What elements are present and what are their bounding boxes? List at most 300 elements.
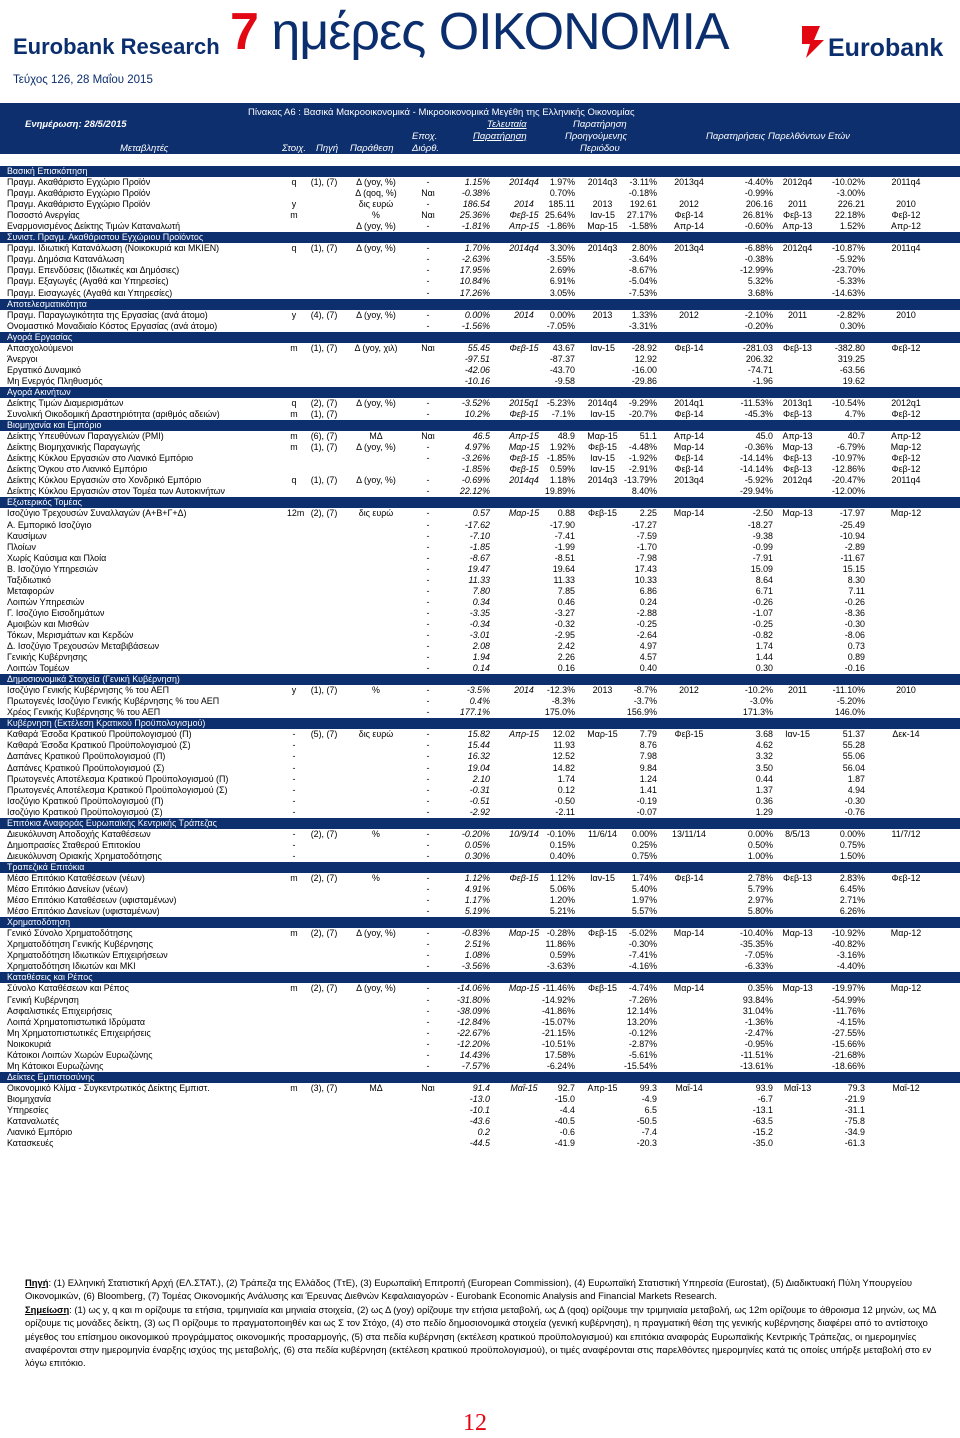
row-y1-value: 99.3 [639, 1082, 657, 1093]
row-frequency: m [290, 873, 298, 883]
row-y3-value: 0.00% [839, 828, 865, 839]
row-transform: Δ (yoy, %) [356, 983, 396, 994]
row-y2-date: Μαρ-13 [782, 508, 813, 519]
row-y2-value: 4.62 [755, 740, 773, 751]
row-prev-value: -12.3% [546, 685, 575, 696]
table-row [0, 586, 960, 597]
row-y2-value: -45.3% [744, 409, 773, 420]
row-label: Πραγμ. Επενδύσεις (Ιδιωτικές και Δημόσιες) [7, 265, 180, 276]
row-frequency: - [292, 773, 296, 784]
row-y2-value: 1.00% [747, 850, 773, 861]
row-prev-value: 0.59% [549, 950, 575, 961]
row-label: Α. Εμπορικό Ισοζύγιο [7, 519, 92, 530]
row-label: Ισοζύγιο Τρεχουσών Συναλλαγών (Α+Β+Γ+Δ) [7, 508, 187, 519]
row-frequency: q [291, 243, 297, 254]
row-seasonal-adj: - [426, 950, 430, 961]
row-seasonal-adj: - [426, 784, 430, 795]
section-title: Χρηματοδότηση [7, 917, 71, 928]
row-y3-value: -4.15% [836, 1016, 865, 1027]
row-seasonal-adj: - [426, 762, 430, 773]
row-label: Συνολική Οικοδομική Δραστηριότητα (αριθμός αδειών) [7, 409, 220, 420]
row-label: Μη Χρηματοπιστωτικές Επιχειρήσεις [7, 1027, 151, 1038]
row-y3-value: -54.99% [831, 994, 865, 1005]
row-y1-date: Μαρ-14 [673, 508, 705, 519]
row-y1-value: 6.86 [639, 585, 657, 596]
row-y3-value: 79.3 [847, 1082, 865, 1093]
col-header-source: Πηγή [316, 143, 339, 154]
row-y3-value: -15.66% [831, 1038, 865, 1049]
row-last-date: 2014 [514, 309, 534, 320]
row-y3-value: -4.40% [836, 961, 865, 972]
row-y1-value: -3.31% [628, 320, 657, 331]
row-seasonal-adj: - [426, 397, 430, 408]
row-prev-value: -11.46% [542, 983, 575, 994]
row-y1-value: -8.7% [633, 685, 657, 696]
publication-title-text: ημέρες ΟΙΚΟΝΟΜΙΑ [257, 3, 729, 61]
row-y2-date: 8/5/13 [785, 828, 810, 839]
row-last-value: 17.26% [459, 287, 490, 298]
row-prev-date: Φεβ-15 [588, 508, 617, 519]
row-prev-value: -21.15% [541, 1027, 575, 1038]
row-seasonal-adj: - [426, 221, 430, 232]
row-last-value: -22.67% [456, 1027, 490, 1038]
row-y1-date: 2014q1 [674, 397, 704, 408]
row-y2-value: 3.68% [747, 287, 773, 298]
row-last-value: 1.12% [464, 873, 490, 883]
row-label: Εναρμονισμένος Δείκτης Τιμών Καταναλωτή [7, 221, 181, 232]
table-row [0, 354, 960, 365]
row-y1-value: -3.11% [629, 177, 657, 188]
row-label: Απασχολούμενοι [7, 342, 74, 353]
row-y2-value: 1.37 [755, 784, 773, 795]
row-y2-value: -6.88% [744, 243, 773, 254]
row-label: Ονομαστικό Μοναδιαίο Κόστος Εργασίας (ανά άτομο) [7, 320, 218, 331]
row-y3-value: -11.67 [840, 552, 865, 563]
row-seasonal-adj: - [426, 596, 430, 607]
row-source: (2), (7) [310, 983, 338, 994]
row-transform: δις ευρώ [358, 729, 394, 740]
table-row [0, 729, 960, 740]
row-last-value: -0.34 [469, 618, 490, 629]
row-y2-value: -35.0 [752, 1138, 773, 1149]
row-label: Μέσο Επιτόκιο Καταθέσεων (νέων) [7, 873, 145, 883]
row-frequency: m [290, 431, 298, 442]
section-title: Αγορά Ακινήτων [7, 386, 71, 397]
row-source: (1), (7) [310, 685, 338, 696]
row-prev-date: Φεβ-15 [588, 442, 617, 453]
row-y1-value: 1.97% [631, 895, 657, 906]
row-frequency: - [292, 740, 296, 751]
row-y3-value: -10.54% [831, 397, 865, 408]
table-row [0, 1094, 960, 1105]
row-y2-value: 3.50 [755, 762, 773, 773]
row-y1-date: 2012 [679, 685, 699, 696]
row-y1-date: Φεβ-14 [674, 210, 704, 221]
row-y2-value: -3.0% [749, 696, 773, 707]
row-y1-value: 10.33 [634, 574, 657, 585]
row-last-value: -3.35 [469, 607, 490, 618]
row-last-value: 0.05% [464, 839, 490, 850]
row-y2-value: -18.27 [747, 519, 773, 530]
section-header [0, 718, 960, 729]
row-last-value: -1.85 [469, 541, 490, 552]
row-y2-value: 171.3% [742, 707, 773, 718]
row-last-value: 15.44 [467, 740, 490, 751]
row-prev-value: 0.40% [549, 850, 575, 861]
row-last-value: -1.85% [461, 464, 490, 475]
row-last-value: 14.43% [459, 1049, 490, 1060]
table-row [0, 486, 960, 497]
row-y2-value: 8.64 [755, 574, 773, 585]
row-seasonal-adj: Ναι [421, 210, 435, 221]
row-y1-value: 17.43 [634, 563, 657, 574]
row-source: (2), (7) [310, 828, 338, 839]
table-row [0, 796, 960, 807]
table-row [0, 199, 960, 210]
row-y1-value: 1.41 [639, 784, 657, 795]
row-last-value: 0.34 [472, 596, 490, 607]
table-row [0, 310, 960, 321]
row-seasonal-adj: - [426, 530, 430, 541]
row-prev-value: 1.20% [549, 895, 575, 906]
row-last-value: 19.47 [467, 563, 490, 574]
row-label: Μη Ενεργός Πληθυσμός [7, 375, 103, 386]
row-last-date: Απρ-15 [509, 431, 539, 442]
row-last-value: -13.0 [469, 1093, 490, 1104]
row-y3-value: -11.10% [832, 685, 865, 696]
row-seasonal-adj: - [426, 486, 430, 497]
row-y3-value: -3.00% [836, 188, 865, 199]
row-frequency: - [292, 784, 296, 795]
row-label: Σύνολο Καταθέσεων και Ρέπος [7, 983, 129, 994]
row-label: Χρηματοδότηση Γενικής Κυβέρνησης [7, 939, 153, 950]
row-y2-value: -15.2 [752, 1127, 773, 1138]
row-seasonal-adj: - [426, 939, 430, 950]
table-row [0, 950, 960, 961]
row-frequency: q [291, 177, 297, 188]
row-prev-value: -0.6 [559, 1127, 575, 1138]
row-y3-value: -20.47% [831, 475, 865, 486]
table-row [0, 553, 960, 564]
section-title: Καταθέσεις και Ρέπος [7, 972, 93, 983]
row-y2-date: Μαρ-13 [782, 442, 813, 453]
row-last-value: 0.14 [472, 663, 490, 674]
col-header-sa-2: Διόρθ. [412, 143, 440, 154]
row-y1-value: -2.87% [628, 1038, 657, 1049]
row-last-date: Μαρ-15 [508, 983, 540, 994]
row-seasonal-adj: Ναι [421, 342, 435, 353]
table-row [0, 630, 960, 641]
row-frequency: m [290, 928, 298, 939]
row-y3-date: Φεβ-12 [891, 409, 921, 420]
row-seasonal-adj: Ναι [421, 1082, 435, 1093]
row-last-value: -14.06% [456, 983, 490, 994]
row-y3-date: Μαΐ-12 [892, 1082, 920, 1093]
row-y2-value: 1.44 [755, 652, 773, 663]
row-y2-date: Φεβ-13 [783, 342, 812, 353]
row-y3-value: -10.92% [831, 928, 865, 939]
section-header [0, 497, 960, 508]
row-last-value: 186.54 [462, 199, 490, 210]
row-frequency: - [292, 751, 296, 762]
row-prev-date: Μαρ-15 [587, 729, 618, 740]
row-y2-value: 5.32% [747, 276, 773, 287]
row-y3-value: -10.02% [831, 177, 865, 188]
row-last-value: -42.06 [464, 364, 490, 375]
row-seasonal-adj: - [426, 961, 430, 972]
row-prev-value: -5.23% [546, 397, 575, 408]
row-y2-date: Ιαν-15 [785, 729, 810, 740]
row-y3-value: -61.3 [844, 1138, 865, 1149]
row-label: Καθαρά Έσοδα Κρατικού Προϋπολογισμού (Σ) [7, 740, 191, 751]
row-y1-value: 0.40 [639, 663, 657, 674]
row-y2-value: -0.26 [752, 596, 773, 607]
row-seasonal-adj: - [426, 574, 430, 585]
row-source: (1), (7) [310, 409, 338, 420]
row-y2-date: Μαΐ-13 [783, 1082, 812, 1093]
row-last-date: 2014 [514, 685, 534, 696]
row-prev-date: 2014q3 [587, 243, 618, 254]
row-prev-date: 2014q4 [587, 397, 618, 408]
row-transform: % [372, 828, 380, 839]
table-row [0, 785, 960, 796]
row-y1-date: 13/11/14 [672, 828, 706, 839]
row-y1-value: -1.70 [636, 541, 657, 552]
section-title: Αγορά Εργασίας [7, 331, 73, 342]
row-y2-value: -0.99 [752, 541, 773, 552]
row-last-value: -0.20% [461, 828, 490, 839]
row-y1-value: 0.24 [639, 596, 657, 607]
table-row [0, 884, 960, 895]
row-y2-date: Φεβ-13 [783, 210, 812, 221]
row-y2-value: -2.50 [752, 508, 773, 519]
row-y2-value: -9.38 [752, 530, 773, 541]
row-y3-value: 319.25 [837, 353, 865, 364]
row-y2-date: Φεβ-13 [783, 873, 812, 883]
table-row [0, 696, 960, 707]
row-y1-date: Απρ-14 [674, 431, 704, 442]
row-y1-value: 1.33% [631, 309, 657, 320]
row-y2-value: -11.53% [740, 397, 773, 408]
row-label: Λοιπών Τομέων [7, 663, 70, 674]
row-prev-value: -0.28% [546, 928, 575, 939]
row-last-date: Φεβ-15 [509, 409, 539, 420]
row-y2-date: 2011 [787, 199, 808, 210]
table-row [0, 365, 960, 376]
row-label: Καταναλωτές [7, 1116, 59, 1127]
table-row [0, 520, 960, 531]
row-y3-value: 4.7% [844, 409, 865, 420]
row-prev-value: 17.58% [544, 1049, 575, 1060]
row-prev-value: -10.51% [541, 1038, 575, 1049]
row-last-date: Μαρ-15 [508, 442, 540, 453]
row-label: Δείκτης Υπευθύνων Παραγγελιών (PMI) [7, 431, 164, 442]
row-y2-value: -1.07 [752, 607, 773, 618]
row-seasonal-adj: - [426, 729, 430, 740]
row-frequency: y [291, 309, 297, 320]
row-prev-value: -1.85% [546, 453, 575, 464]
row-y2-value: -7.91 [752, 552, 773, 563]
row-prev-date: Ιαν-15 [590, 342, 615, 353]
section-header [0, 420, 960, 431]
row-label: Ισοζύγιο Γενικής Κυβέρνησης % του ΑΕΠ [7, 685, 169, 696]
row-frequency: m [290, 1082, 298, 1093]
table-row [0, 1028, 960, 1039]
row-prev-value: 19.89% [544, 486, 575, 497]
publication-title-number: 7 [230, 3, 258, 61]
row-prev-date: 2013 [592, 309, 613, 320]
row-y2-value: -4.40% [744, 177, 773, 188]
row-last-value: -8.67 [469, 552, 490, 563]
row-y1-value: 1.74% [631, 873, 657, 883]
row-prev-value: 11.33 [553, 574, 575, 585]
table-row [0, 442, 960, 453]
row-prev-value: 0.88 [557, 508, 575, 519]
row-y2-value: -29.94% [739, 486, 773, 497]
row-y2-date: Απρ-13 [782, 221, 813, 232]
row-last-date: 2014q4 [509, 243, 539, 254]
row-seasonal-adj: - [426, 607, 430, 618]
row-label: Γ. Ισοζύγιο Εισοδημάτων [7, 607, 105, 618]
page-header [0, 0, 960, 75]
row-prev-value: 175.0% [544, 707, 575, 718]
row-prev-value: 6.91% [549, 276, 575, 287]
row-label: Πρωτογενές Αποτέλεσμα Κρατικού Προϋπολογισμού (Σ) [7, 784, 228, 795]
row-frequency: y [291, 685, 297, 696]
row-y1-value: -1.92% [628, 453, 657, 464]
row-last-value: -0.69% [461, 475, 490, 486]
logo-mark-icon [800, 24, 826, 60]
notes-label: Σημείωση [25, 1303, 70, 1315]
row-y1-date: 2012 [679, 199, 699, 210]
row-y3-value: -8.06 [844, 629, 865, 640]
row-prev-value: 25.64% [544, 210, 575, 221]
row-prev-value: 185.11 [548, 199, 575, 210]
row-y1-value: 0.25% [631, 839, 657, 850]
row-y1-value: -8.67% [628, 265, 657, 276]
row-source: (2), (7) [310, 508, 338, 519]
row-label: Γενική Κυβέρνηση [7, 994, 79, 1005]
table-row [0, 531, 960, 542]
row-y3-date: 11/7/12 [891, 828, 921, 839]
row-label: Πραγμ. Ακαθάριστο Εγχώριο Προϊόν [7, 177, 151, 188]
row-seasonal-adj: - [426, 773, 430, 784]
section-title: Βιομηχανία και Εμπόριο [7, 420, 102, 431]
row-y3-value: -31.1 [844, 1104, 865, 1115]
row-seasonal-adj: Ναι [421, 431, 435, 442]
row-prev-value: 2.42 [557, 641, 575, 652]
row-y3-value: -23.70% [831, 265, 865, 276]
row-last-value: -1.56% [461, 320, 490, 331]
row-prev-value: -1.99 [554, 541, 575, 552]
notes-text: : (1) ως y, q και m ορίζουμε τα ετήσια, τριμηνιαία και μηνιαία στοιχεία, (2) ως Δ (yoy) ορίζουμε την ετήσια μεταβολή, ως Δ (qoq) ορίζουμε την τριμηνιαία μεταβολή, ως 12m ορίζουμε το άθροισμα 12 μηνών, ως ΜΔ ορίζουμε τις μονάδες δείκτη, (3) ως Π ορίζουμε το πραγματοποιηθέν και ως Σ τον Στόχο, (4) στο πεδίο δημοσιονομικά στοιχεία (γενική κυβέρνηση), η πραγματική θέση της γενικής κυβέρνησης διαφέρει από το αντίστοιχο μέγεθος του επίσημου οικονομικού προγράμματος οικονομικής προσαρμογής, (5) στα πεδία κυβέρνηση (εκτέλεση κρατικού προϋπολογισμού) και επιτόκια αναφοράς Ευρωπαϊκής Κεντρικής Τράπεζας, οι ημερομηνίες αναφέρονται στην ημερομηνία έναρξης ισχύος της μεταβολής, (6) στα πεδία κυβέρνηση (εκτέλεση κρατικού προϋπολογισμού), οι τιμές αναφέρονται στις παρελθόντες ημερομηνίες κατά τις οποίες υπήρξε μεταβολή στο εν λόγω επιτόκιο. [25, 1303, 936, 1369]
row-y1-value: -7.26% [628, 994, 657, 1005]
row-transform: Δ (y​oy, %) [356, 177, 396, 188]
row-last-value: -3.52% [461, 397, 490, 408]
row-prev-value: 43.67 [552, 342, 575, 353]
row-last-value: 55.45 [467, 342, 490, 353]
table-row [0, 608, 960, 619]
row-transform: δις ευρώ [358, 508, 394, 519]
row-seasonal-adj: - [426, 453, 430, 464]
row-seasonal-adj: - [426, 409, 430, 420]
row-last-value: 10.84% [459, 276, 490, 287]
table-row [0, 652, 960, 663]
table-row [0, 321, 960, 332]
row-y3-value: -2.82% [836, 309, 865, 320]
table-row [0, 177, 960, 188]
row-last-value: 5.19% [464, 906, 490, 917]
row-y1-value: -2.64 [636, 629, 657, 640]
section-title: Αποτελεσματικότητα [7, 298, 87, 309]
row-prev-value: 48.9 [557, 431, 575, 442]
table-row [0, 928, 960, 939]
row-y1-value: 7.79 [639, 729, 657, 740]
row-y2-value: -11.51% [740, 1049, 773, 1060]
row-prev-value: 12.02 [552, 729, 575, 740]
row-y2-date: 2011 [787, 309, 808, 320]
table-header-band [0, 103, 960, 154]
col-header-frequency: Στοιχ. [282, 143, 307, 154]
row-seasonal-adj: - [426, 541, 430, 552]
table-row [0, 265, 960, 276]
row-y3-date: Μαρ-12 [890, 508, 922, 519]
row-y1-date: 2013q4 [674, 475, 704, 486]
table-row [0, 840, 960, 851]
row-last-value: -12.20% [456, 1038, 490, 1049]
row-last-value: 22.12% [459, 486, 490, 497]
row-y2-value: 206.16 [745, 199, 773, 210]
row-seasonal-adj: - [426, 276, 430, 287]
row-label: Χρέος Γενικής Κυβέρνησης % του ΑΕΠ [7, 707, 161, 718]
row-last-value: -10.16 [464, 375, 490, 386]
row-y3-value: -382.80 [834, 342, 865, 353]
table-row [0, 1127, 960, 1138]
row-seasonal-adj: - [426, 685, 430, 696]
row-transform: % [372, 210, 380, 221]
row-y2-value: -74.71 [747, 364, 773, 375]
row-seasonal-adj: - [426, 1038, 430, 1049]
row-label: Δείκτης Κύκλου Εργασιών στον Τομέα των Αυτοκινήτων [7, 486, 225, 497]
row-source: (6), (7) [310, 431, 338, 442]
row-y1-value: 4.97 [639, 641, 657, 652]
row-prev-value: -0.50 [554, 795, 575, 806]
row-last-value: 1.17% [464, 895, 490, 906]
row-seasonal-adj: - [426, 751, 430, 762]
row-y3-value: -11.76% [832, 1005, 865, 1016]
row-y1-value: 5.57% [631, 906, 657, 917]
row-last-value: -3.56% [461, 961, 490, 972]
row-frequency: q [291, 397, 297, 408]
row-prev-value: 1.18% [549, 475, 575, 486]
row-y2-value: 3.68 [755, 729, 773, 740]
row-transform: Δ (yoy, %) [356, 397, 396, 408]
row-frequency: - [292, 762, 296, 773]
row-prev-value: -7.41 [554, 530, 575, 541]
row-y2-value: -0.60% [744, 221, 773, 232]
row-last-date: Φεβ-15 [509, 464, 539, 475]
row-y3-value: 22.18% [834, 210, 865, 221]
row-seasonal-adj: - [426, 199, 430, 210]
row-prev-value: 12.52 [552, 751, 575, 762]
table-row [0, 288, 960, 299]
row-seasonal-adj: - [426, 475, 430, 486]
row-last-date: Φεβ-15 [509, 342, 539, 353]
row-source: (5), (7) [310, 729, 338, 740]
table-row [0, 774, 960, 785]
row-label: Ποσοστό Ανεργίας [7, 210, 80, 221]
row-label: Δείκτης Τιμών Διαμερισμάτων [7, 397, 124, 408]
